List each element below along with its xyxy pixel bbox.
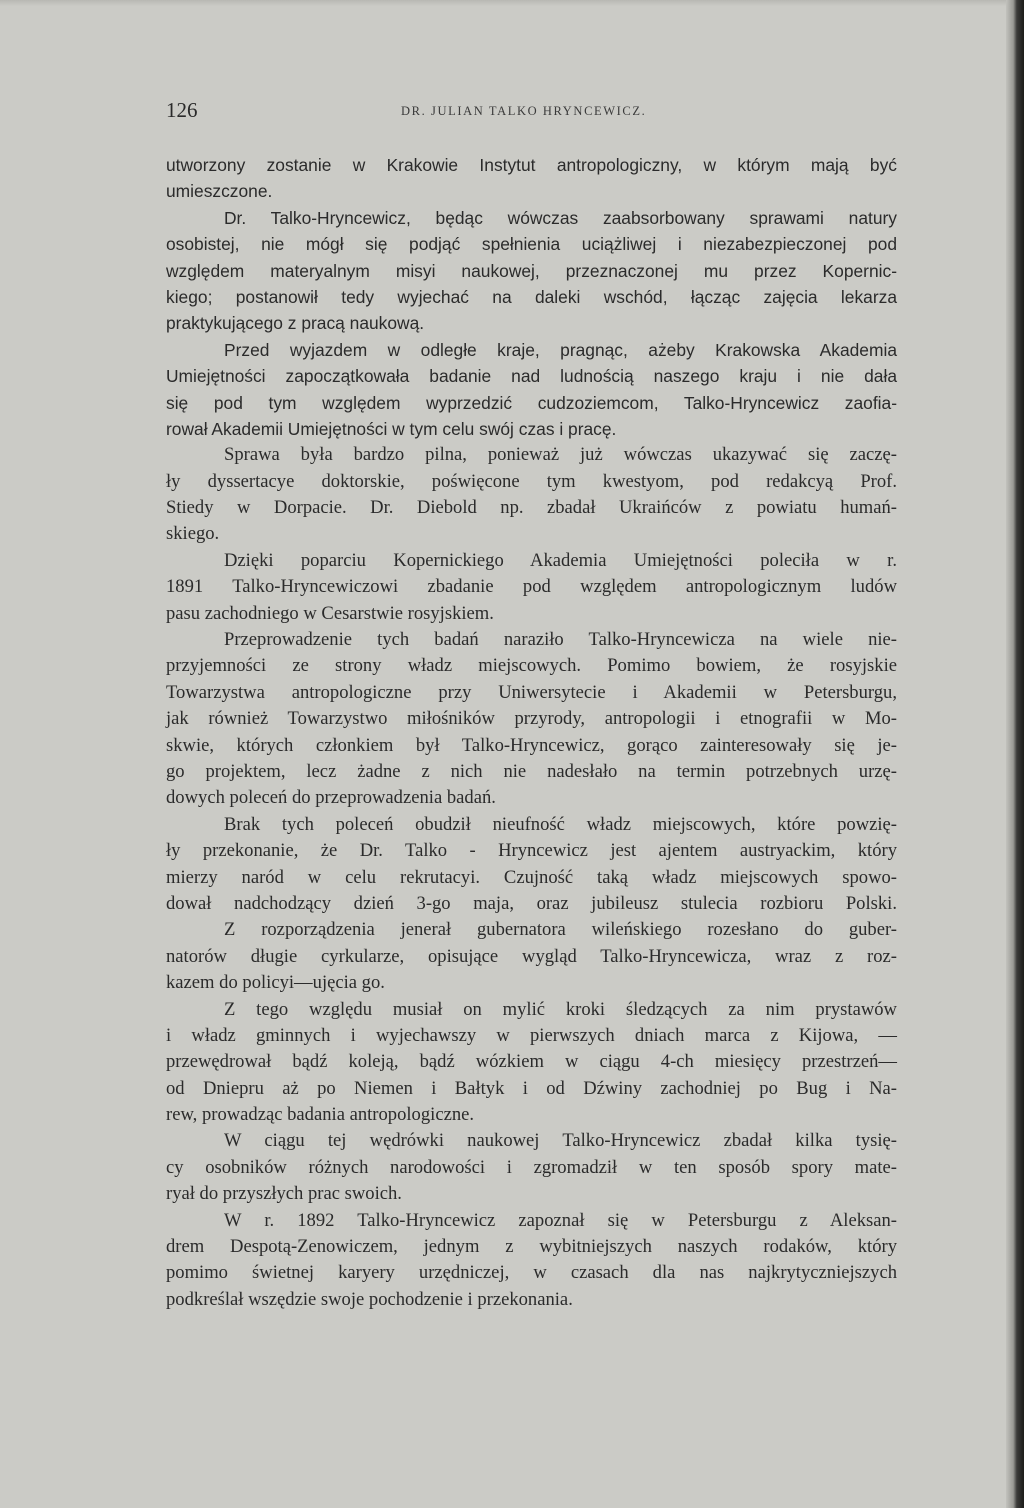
- text-line: drem Despotą-Zenowiczem, jednym z wybitniejszych naszych rodaków, który: [166, 1236, 897, 1258]
- text-line: W r. 1892 Talko-Hryncewicz zapoznał się w Petersburgu z Aleksan-: [224, 1209, 897, 1231]
- text-line: skwie, których członkiem był Talko-Hryncewicz, gorąco zainteresowały się je-: [166, 734, 897, 756]
- text-line: osobistej, nie mógł się podjąć spełnienia uciążliwej i niezabezpieczonej pod: [166, 234, 897, 255]
- text-line: pasu zachodniego w Cesarstwie rosyjskiem.: [166, 602, 494, 624]
- text-line: praktykującego z pracą naukową.: [166, 313, 425, 334]
- text-line: od Dniepru aż po Niemen i Bałtyk i od Dźwiny zachodniej po Bug i Na-: [166, 1077, 897, 1099]
- text-line: i władz gminnych i wyjechawszy w pierwszych dniach marca z Kijowa, —: [166, 1024, 897, 1046]
- text-line: względem materyalnym misyi naukowej, przeznaczonej mu przez Kopernic-: [166, 260, 897, 281]
- text-line: Przeprowadzenie tych badań naraziło Talko-Hryncewicza na wiele nie-: [224, 629, 897, 651]
- text-line: Z rozporządzenia jenerał gubernatora wileńskiego rozesłano do guber-: [224, 919, 897, 941]
- text-line: przewędrował bądź koleją, bądź wózkiem w ciągu 4-ch miesięcy przestrzeń—: [166, 1051, 897, 1073]
- text-line: podkreślał wszędzie swoje pochodzenie i przekonania.: [166, 1288, 573, 1310]
- text-line: dowych poleceń do przeprowadzenia badań.: [166, 787, 496, 809]
- text-line: rował Akademii Umiejętności w tym celu swój czas i pracę.: [166, 418, 617, 439]
- text-line: przyjemności ze strony władz miejscowych. Pomimo bowiem, że rosyjskie: [166, 655, 897, 677]
- body-text: [166, 152, 897, 1313]
- text-line: Dzięki poparciu Kopernickiego Akademia Umiejętności poleciła w r.: [224, 549, 897, 571]
- text-line: skiego.: [166, 523, 220, 545]
- text-line: Towarzystwa antropologiczne przy Uniwersytecie i Akademii w Petersburgu,: [166, 681, 897, 703]
- text-line: umieszczone.: [166, 181, 273, 202]
- text-line: jak również Towarzystwo miłośników przyrody, antropologii i etnografii w Mo-: [166, 708, 897, 730]
- text-line: kiego; postanowił tedy wyjechać na daleki wschód, łącząc zajęcia lekarza: [166, 286, 897, 307]
- text-line: ły dyssertacye doktorskie, poświęcone tym kwestyom, pod redakcyą Prof.: [166, 470, 897, 492]
- running-head: DR. JULIAN TALKO HRYNCEWICZ.: [401, 104, 647, 118]
- text-line: mierzy naród w celu rekrutacyi. Czujność taką władz miejscowych spowo-: [166, 866, 897, 888]
- text-line: Umiejętności zapoczątkowała badanie nad ludnością naszego kraju i nie dała: [166, 366, 897, 387]
- text-line: 1891 Talko-Hryncewiczowi zbadanie pod względem antropologicznym ludów: [166, 576, 897, 598]
- page-header: [166, 98, 898, 128]
- text-line: ły przekonanie, że Dr. Talko - Hryncewicz jest ajentem austryackim, który: [166, 840, 897, 862]
- text-line: kazem do policyi—ujęcia go.: [166, 972, 385, 994]
- text-line: cy osobników różnych narodowości i zgromadził w ten sposób spory mate-: [166, 1156, 897, 1178]
- text-line: Sprawa była bardzo pilna, ponieważ już wówczas ukazywać się zaczę-: [224, 444, 897, 466]
- text-line: pomimo świetnej karyery urzędniczej, w czasach dla nas najkrytyczniejszych: [166, 1262, 897, 1284]
- text-line: utworzony zostanie w Krakowie Instytut antropologiczny, w którym mają być: [166, 155, 897, 175]
- text-line: Przed wyjazdem w odległe kraje, pragnąc, ażeby Krakowska Akademia: [224, 339, 897, 360]
- book-spine-edge: [1006, 0, 1024, 1508]
- text-line: W ciągu tej wędrówki naukowej Talko-Hryncewicz zbadał kilka tysię-: [224, 1130, 897, 1152]
- text-line: Z tego względu musiał on mylić kroki śledzących za nim prystawów: [224, 998, 897, 1020]
- text-line: się pod tym względem wyprzedzić cudzoziemcom, Talko-Hryncewicz zaofia-: [166, 392, 897, 413]
- text-line: rew, prowadząc badania antropologiczne.: [166, 1104, 475, 1126]
- text-line: natorów długie cyrkularze, opisujące wygląd Talko-Hryncewicza, wraz z roz-: [166, 945, 897, 967]
- text-line: Stiedy w Dorpacie. Dr. Diebold np. zbadał Ukraińców z powiatu humań-: [166, 497, 897, 519]
- text-line: Brak tych poleceń obudził nieufność władz miejscowych, które powzię-: [224, 813, 897, 835]
- text-line: Dr. Talko-Hryncewicz, będąc wówczas zaabsorbowany sprawami natury: [224, 207, 897, 228]
- text-line: go projektem, lecz żadne z nich nie nadesłało na termin potrzebnych urzę-: [166, 760, 897, 782]
- text-line: ryał do przyszłych prac swoich.: [166, 1183, 402, 1205]
- page-number: 126: [166, 98, 198, 122]
- page-top-edge: [0, 0, 1010, 6]
- text-line: dował nadchodzący dzień 3-go maja, oraz jubileusz stulecia rozbioru Polski.: [166, 892, 897, 914]
